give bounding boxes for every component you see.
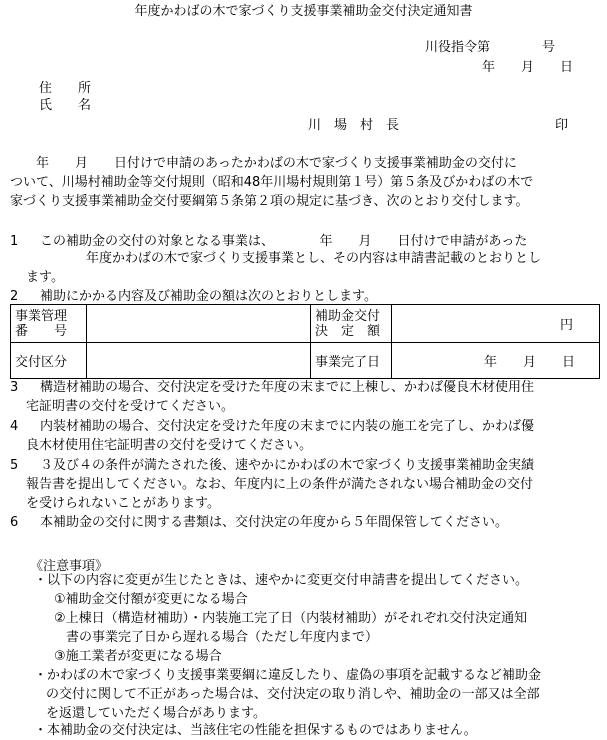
item-5-line: を受けられないことがあります。 bbox=[26, 496, 220, 511]
completion-value: 年 月 日 bbox=[392, 343, 600, 379]
name-label: 氏 名 bbox=[39, 98, 92, 113]
note-line: ・かわばの木で家づくり支援事業要綱に違反したり、虚偽の事項を記載するなど補助金 bbox=[34, 668, 542, 683]
amount-value: 円 bbox=[392, 305, 600, 343]
address-label: 住 所 bbox=[39, 81, 92, 96]
mgmt-no-label bbox=[11, 305, 87, 343]
item-5-line: 報告書を提出してください。なお、年度内に上の条件が満たされない場合補助金の交付 bbox=[26, 477, 534, 492]
note-line: を返還していただく場合があります。 bbox=[46, 706, 266, 721]
item-3-line: 宅証明書の交付を受けてください。 bbox=[26, 399, 235, 414]
note-line: の交付に関して不正があった場合は、交付決定の取り消しや、補助金の一部又は全部 bbox=[46, 687, 540, 702]
item-5-number: 5 bbox=[10, 458, 19, 473]
item-1-line: ます。 bbox=[26, 270, 64, 285]
item-4-line: 内装材補助の場合、交付決定を受けた年度の末までに内装の施工を完了し、かわば優 bbox=[40, 419, 535, 434]
note-line: ①補助金交付額が変更になる場合 bbox=[54, 592, 248, 607]
notes-heading: 《注意事項》 bbox=[30, 559, 109, 574]
item-2-text: 補助にかかる内容及び補助金の額は次のとおりとします。 bbox=[40, 289, 377, 304]
issue-date: 年 月 日 bbox=[482, 60, 574, 75]
note-line: ②上棟日（構造材補助）・内装施工完了日（内装材補助）がそれぞれ交付決定通知 bbox=[54, 611, 528, 626]
amount-label-line: 決 定 額 bbox=[315, 323, 381, 339]
category-value bbox=[87, 343, 311, 379]
subsidy-table bbox=[10, 304, 600, 379]
mgmt-no-value bbox=[87, 305, 311, 343]
category-label: 交付区分 bbox=[11, 343, 87, 379]
item-1-line: 年度かわばの木で家づくり支援事業とし、その内容は申請書記載のとおりとし bbox=[86, 251, 542, 266]
item-4-line: 良木材使用住宅証明書の交付を受けてください。 bbox=[26, 438, 313, 453]
note-line: 書の事業完了日から遅れる場合（ただし年度内まで） bbox=[66, 630, 379, 645]
amount-label bbox=[311, 305, 392, 343]
completion-label: 事業完了日 bbox=[311, 343, 392, 379]
note-line: ・本補助金の交付決定は、当該住宅の性能を担保するものではありません。 bbox=[34, 723, 477, 738]
item-1-line: この補助金の交付の対象となる事業は、 年 月 日付けで申請があった bbox=[40, 234, 528, 249]
issuer-title: 川 場 村 長 bbox=[308, 118, 400, 133]
item-6-number: 6 bbox=[10, 515, 19, 530]
intro-line: 家づくり支援事業補助金交付要綱第５条第２項の規定に基づき、次のとおり交付します。 bbox=[10, 194, 529, 209]
item-5-line: ３及び４の条件が満たされた後、速やかにかわばの木で家づくり支援事業補助金実績 bbox=[40, 458, 535, 473]
note-line: ・以下の内容に変更が生じたときは、速やかに変更交付申請書を提出してください。 bbox=[34, 573, 529, 588]
item-3-line: 構造材補助の場合、交付決定を受けた年度の末までに上棟し、かわば優良木材使用住 bbox=[40, 380, 535, 395]
intro-line: 年 月 日付けで申請のあったかわばの木で家づくり支援事業補助金の交付に bbox=[10, 156, 517, 171]
intro-line: ついて、川場村補助金等交付規則（昭和48年川場村規則第１号）第５条及びかわばの木で bbox=[10, 175, 534, 190]
mgmt-no-label-line: 事業管理 bbox=[15, 308, 68, 324]
seal-mark: 印 bbox=[555, 118, 569, 133]
item-1-number: 1 bbox=[10, 234, 19, 249]
item-6-line: 本補助金の交付に関する書類は、交付決定の年度から５年間保管してください。 bbox=[40, 515, 509, 530]
reference-number: 川役指令第 号 bbox=[425, 40, 556, 55]
item-2-number: 2 bbox=[10, 289, 19, 304]
item-3-number: 3 bbox=[10, 380, 19, 395]
document-title: 年度かわばの木で家づくり支援事業補助金交付決定通知書 bbox=[134, 4, 473, 19]
mgmt-no-label-line: 番 号 bbox=[15, 323, 68, 339]
note-line: ③施工業者が変更になる場合 bbox=[54, 649, 222, 664]
intro-paragraph bbox=[10, 154, 600, 211]
amount-label-line: 補助金交付 bbox=[315, 308, 381, 324]
item-4-number: 4 bbox=[10, 419, 19, 434]
